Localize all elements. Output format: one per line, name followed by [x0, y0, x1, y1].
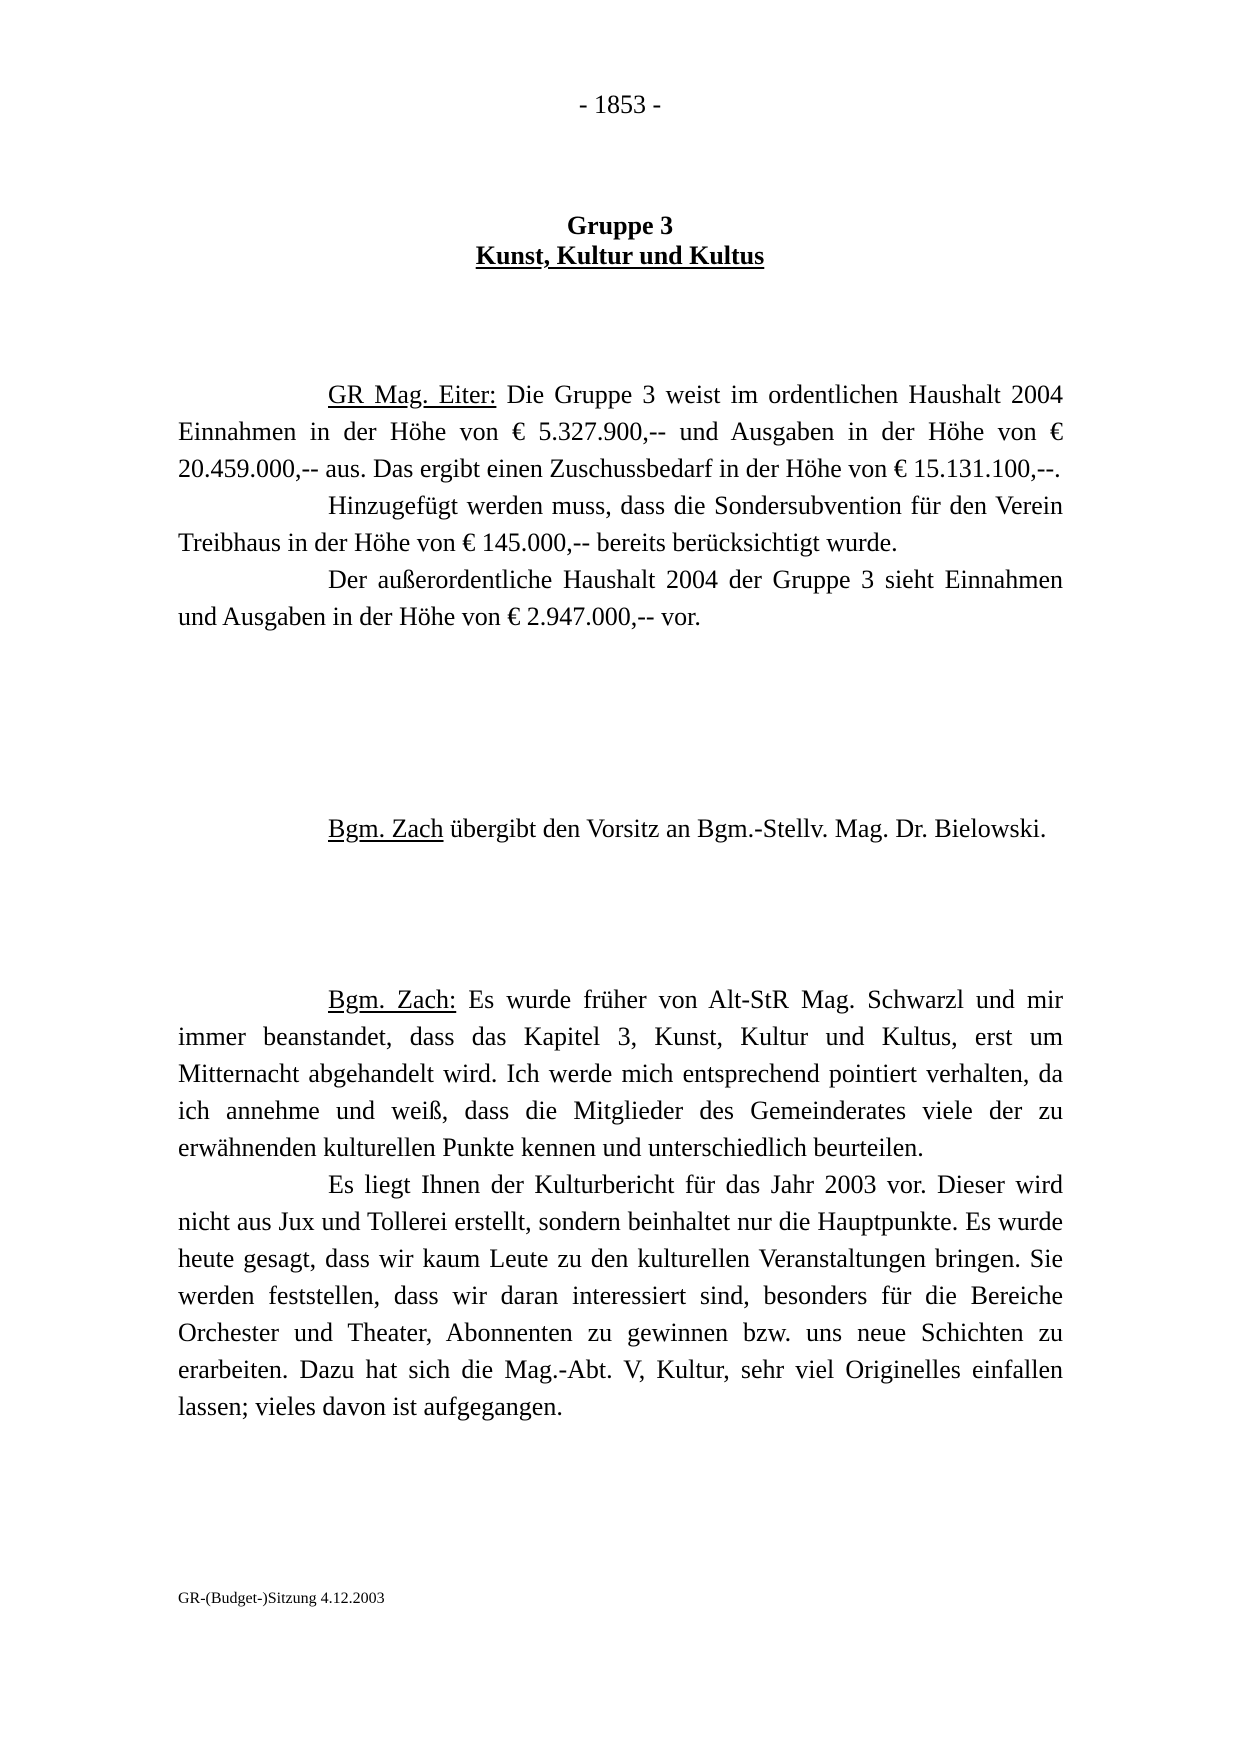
speech-paragraph: Der außerordentliche Haushalt 2004 der Gruppe 3 sieht Einnahmen und Ausgaben in der Höhe von € 2.947.000,-- vor.: [178, 565, 1063, 631]
chair-handover: [178, 810, 1063, 847]
speech-paragraph: Hinzugefügt werden muss, dass die Sondersubvention für den Verein Treibhaus in der Höhe von € 145.000,-- bereits berücksichtigt wurde.: [178, 491, 1063, 557]
speech-eiter: [178, 376, 1063, 635]
paragraph-text: Es wurde früher von Alt-StR Mag. Schwarzl und mir immer beanstandet, dass das Kapitel 3, Kunst, Kultur und Kultus, erst um Mitternacht abgehandelt wird. Ich werde mich entsprechend pointiert verhalten, da ich annehme und weiß, dass die Mitglieder des Gemeinderates viele der zu erwähnenden kulturellen Punkte kennen und unterschiedlich beurteilen.: [178, 985, 1063, 1162]
speech-paragraph: [178, 981, 1063, 1166]
speech-paragraph: [178, 376, 1063, 487]
group-title: Gruppe 3: [566, 211, 674, 240]
speaker-name: Bgm. Zach: [328, 814, 444, 843]
page-number: - 1853 -: [578, 90, 662, 119]
speech-zach: [178, 981, 1063, 1425]
speaker-name: GR Mag. Eiter:: [328, 380, 497, 409]
page-footer: GR-(Budget-)Sitzung 4.12.2003: [178, 1590, 385, 1607]
group-subtitle: Kunst, Kultur und Kultus: [475, 241, 765, 270]
paragraph-text: übergibt den Vorsitz an Bgm.-Stellv. Mag. Dr. Bielowski.: [443, 814, 1047, 843]
section-heading: [0, 211, 1240, 271]
paragraph-text: Die Gruppe 3 weist im ordentlichen Haushalt 2004 Einnahmen in der Höhe von € 5.327.900,-- und Ausgaben in der Höhe von € 20.459.000,-- aus. Das ergibt einen Zuschussbedarf in der Höhe von € 15.131.100,--.: [178, 380, 1064, 483]
speech-paragraph: Es liegt Ihnen der Kulturbericht für das Jahr 2003 vor. Dieser wird nicht aus Jux und Tollerei erstellt, sondern beinhaltet nur die Hauptpunkte. Es wurde heute gesagt, dass wir kaum Leute zu den kulturellen Veranstaltungen bringen. Sie werden feststellen, dass wir daran interessiert sind, besonders für die Bereiche Orchester und Theater, Abonnenten zu gewinnen bzw. uns neue Schichten zu erarbeiten. Dazu hat sich die Mag.-Abt. V, Kultur, sehr viel Originelles einfallen lassen; vieles davon ist aufgegangen.: [178, 1170, 1063, 1421]
speaker-name: Bgm. Zach:: [328, 985, 457, 1014]
handover-paragraph: [178, 810, 1063, 847]
